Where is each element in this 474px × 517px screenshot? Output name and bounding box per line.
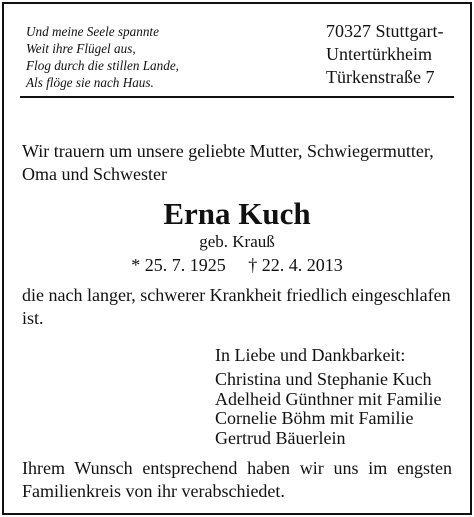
poem-line: Als flöge sie nach Haus. xyxy=(26,75,154,90)
mourner-entry: Cornelie Böhm mit Familie xyxy=(215,408,414,429)
birth-date: * 25. 7. 1925 xyxy=(131,255,226,275)
mourner-entry: Christina und Stephanie Kuch xyxy=(215,369,432,389)
family-address xyxy=(326,20,444,89)
address-line: Untertürkheim xyxy=(326,44,432,64)
divider-line xyxy=(20,96,454,98)
passing-statement: die nach langer, schwerer Krankheit friedlich eingeschlafen ist. xyxy=(22,285,451,328)
birth-name: geb. Krauß xyxy=(199,232,275,251)
mourner-entry: Adelheid Günthner mit Familie xyxy=(215,388,442,409)
poem-line: Weit ihre Flügel aus, xyxy=(26,41,136,56)
mourning-intro: Wir trauern um unsere geliebte Mutter, Schwiegermutter, Oma und Schwester xyxy=(22,141,434,184)
mourners-list xyxy=(215,370,441,448)
poem-line: Flog durch die stillen Lande, xyxy=(26,58,179,73)
life-dates xyxy=(0,254,474,276)
mourner-entry: Gertrud Bäuerlein xyxy=(215,427,346,448)
death-date: † 22. 4. 2013 xyxy=(248,255,343,275)
address-line: 70327 Stuttgart- xyxy=(326,21,444,41)
address-line: Türkenstraße 7 xyxy=(326,67,435,87)
poem-verse xyxy=(26,23,179,91)
poem-line: Und meine Seele spannte xyxy=(26,24,159,39)
signoff-line: In Liebe und Dankbarkeit: xyxy=(215,345,406,365)
deceased-name: Erna Kuch xyxy=(163,196,311,231)
closing-statement: Ihrem Wunsch entsprechend haben wir uns im engsten Familienkreis von ihr verabschiedet. xyxy=(22,458,452,501)
